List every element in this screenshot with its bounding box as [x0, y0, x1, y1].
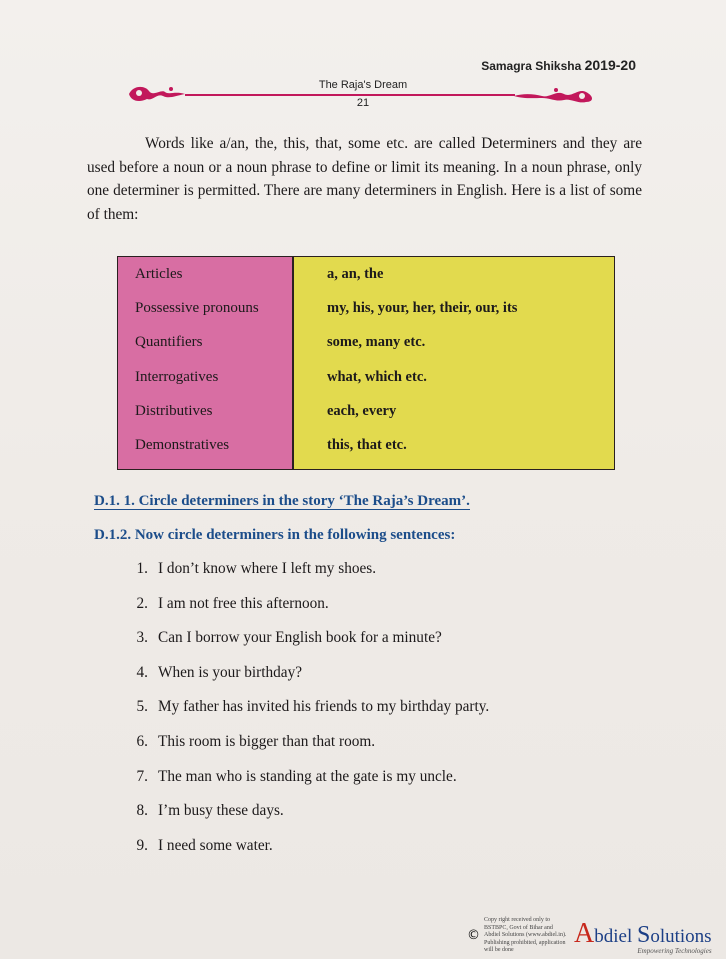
publisher-logo — [574, 918, 712, 955]
sentence-text: My father has invited his friends to my birthday party. — [158, 698, 490, 716]
sentence-number: 2. — [136, 594, 148, 612]
sentence-number: 8. — [136, 802, 148, 820]
determiner-type: Distributives — [135, 402, 213, 419]
ornament-left-icon — [127, 83, 187, 105]
sentence-number: 1. — [136, 560, 148, 577]
sentence-number: 5. — [136, 698, 148, 716]
determiner-examples: my, his, your, her, their, our, its — [327, 299, 518, 316]
determiner-examples: what, which etc. — [327, 368, 427, 385]
list-item — [112, 698, 489, 733]
determiner-examples-column — [294, 257, 614, 469]
list-item — [112, 768, 489, 803]
sentence-list — [112, 560, 489, 871]
intro-paragraph — [87, 132, 642, 226]
determiner-types-column — [118, 257, 294, 469]
determiner-examples: this, that etc. — [327, 437, 407, 454]
sentence-number: 3. — [136, 629, 148, 647]
page-number: 21 — [356, 97, 370, 109]
sentence-number: 7. — [136, 767, 148, 785]
sentence-number: 6. — [136, 732, 148, 750]
sentence-text: When is your birthday? — [158, 663, 303, 681]
sentence-text: Can I borrow your English book for a minute? — [158, 629, 442, 647]
header-rule — [185, 94, 515, 96]
determiner-examples: each, every — [327, 402, 397, 419]
determiner-examples: a, an, the — [327, 265, 384, 282]
exercise-heading-d12: D.1.2. Now circle determiners in the following sentences: — [94, 527, 456, 543]
chapter-title: The Raja's Dream — [318, 79, 408, 91]
determiners-table — [117, 256, 615, 470]
sentence-number: 4. — [136, 663, 148, 681]
exercise-heading-d11-text: D.1. 1. Circle determiners in the story ‘The Raja’s Dream’. — [94, 493, 470, 509]
sentence-text: I need some water. — [158, 836, 273, 854]
exercise-heading-d11 — [94, 493, 470, 510]
copyright-notice — [467, 917, 568, 955]
sentence-text: I’m busy these days. — [158, 802, 284, 820]
sentence-text: This room is bigger than that room. — [158, 732, 376, 750]
logo-wordmark — [574, 918, 712, 950]
sentence-text: I don’t know where I left my shoes. — [158, 560, 377, 577]
list-item — [112, 664, 489, 699]
determiner-type: Demonstratives — [135, 437, 230, 454]
list-item — [112, 733, 489, 768]
determiner-type: Quantifiers — [135, 334, 203, 351]
series-name: Samagra Shiksha — [481, 59, 582, 73]
sentence-text: The man who is standing at the gate is my uncle. — [158, 767, 457, 785]
logo-word-1: bdiel — [594, 926, 633, 947]
sentence-number: 9. — [136, 836, 148, 854]
list-item — [112, 595, 489, 630]
series-year: 2019-20 — [584, 57, 636, 73]
determiner-examples: some, many etc. — [327, 334, 426, 351]
list-item — [112, 802, 489, 837]
determiner-type: Articles — [135, 265, 183, 282]
copyright-icon: © — [467, 928, 480, 944]
list-item — [112, 560, 489, 595]
logo-letter-a: A — [574, 918, 595, 949]
logo-letter-s: S — [636, 922, 651, 948]
list-item — [112, 629, 489, 664]
determiner-type: Possessive pronouns — [135, 299, 259, 316]
list-item — [112, 837, 489, 872]
logo-tagline: Empowering Technologies — [637, 947, 712, 955]
sentence-text: I am not free this afternoon. — [158, 594, 329, 612]
copyright-text: Copy right received only to BSTBPC, Govt of Bihar and Abdiel Solutions (www.abdiel.in). Publishing prohibited, application will be done — [484, 917, 567, 953]
logo-word-2: olutions — [650, 926, 712, 947]
series-label — [481, 57, 636, 73]
determiner-type: Interrogatives — [135, 368, 219, 385]
intro-text: Words like a/an, the, this, that, some etc. are called Determiners and they are used before a noun or a noun phrase to define or limit its meaning. In a noun phrase, only one determiner is permitted. There are many determiners in English. Here is a list of some of them: — [87, 135, 642, 223]
ornament-right-icon — [512, 86, 596, 106]
